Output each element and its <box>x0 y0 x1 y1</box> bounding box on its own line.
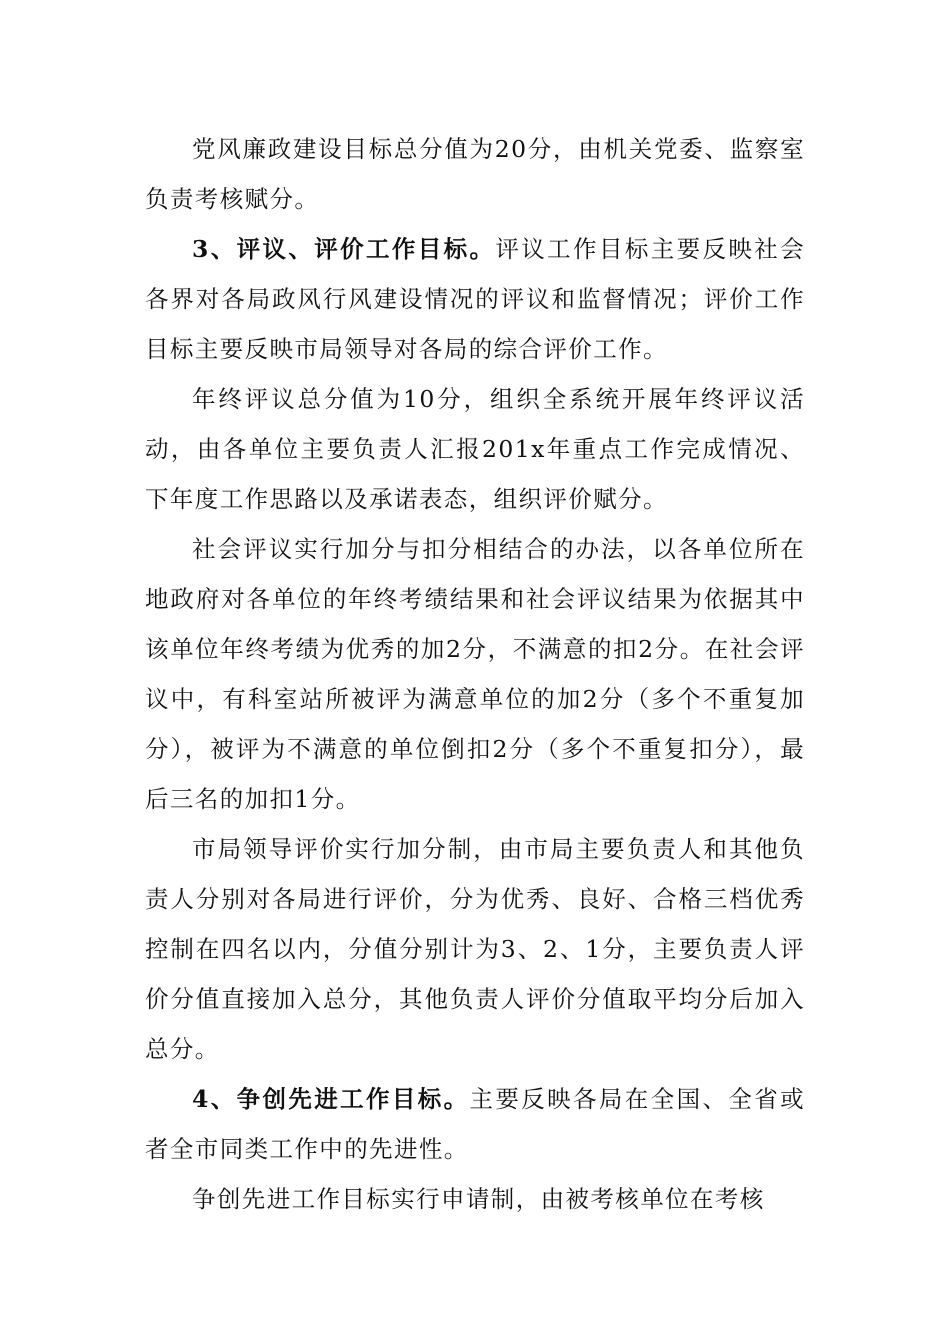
paragraph-party-integrity-score <box>145 124 805 224</box>
paragraph-application-system <box>145 1174 805 1224</box>
paragraph-text: 争创先进工作目标实行申请制，由被考核单位在考核 <box>192 1185 765 1213</box>
section-heading-3: 3、评议、评价工作目标。 <box>192 235 496 263</box>
paragraph-text: 社会评议实行加分与扣分相结合的办法，以各单位所在地政府对各单位的年终考绩结果和社会评议结果为依据其中该单位年终考绩为优秀的加2分，不满意的扣2分。在社会评议中，有科室站所被评为满意单位的加2分（多个不重复加分），被评为不满意的单位倒扣2分（多个不重复扣分），最后三名的加扣1分。 <box>145 535 805 813</box>
paragraph-text: 党风廉政建设目标总分值为20分，由机关党委、监察室负责考核赋分。 <box>145 135 805 213</box>
paragraph-advanced-goal <box>145 1074 805 1174</box>
paragraph-text: 主要反映各局在全国、全省或者全市同类工作中的先进性。 <box>145 1085 805 1163</box>
paragraph-leader-evaluation <box>145 824 805 1074</box>
paragraph-year-end-review <box>145 374 805 524</box>
paragraph-text: 年终评议总分值为10分，组织全系统开展年终评议活动，由各单位主要负责人汇报201x年重点工作完成情况、下年度工作思路以及承诺表态，组织评价赋分。 <box>145 385 805 513</box>
paragraph-text: 评议工作目标主要反映社会各界对各局政风行风建设情况的评议和监督情况；评价工作目标主要反映市局领导对各局的综合评价工作。 <box>145 235 805 363</box>
section-heading-4: 4、争创先进工作目标。 <box>192 1085 470 1113</box>
document-page <box>145 124 805 1224</box>
paragraph-social-review <box>145 524 805 824</box>
paragraph-review-evaluation-goal <box>145 224 805 374</box>
paragraph-text: 市局领导评价实行加分制，由市局主要负责人和其他负责人分别对各局进行评价，分为优秀、良好、合格三档优秀控制在四名以内，分值分别计为3、2、1分，主要负责人评价分值直接加入总分，其他负责人评价分值取平均分后加入总分。 <box>145 835 805 1063</box>
